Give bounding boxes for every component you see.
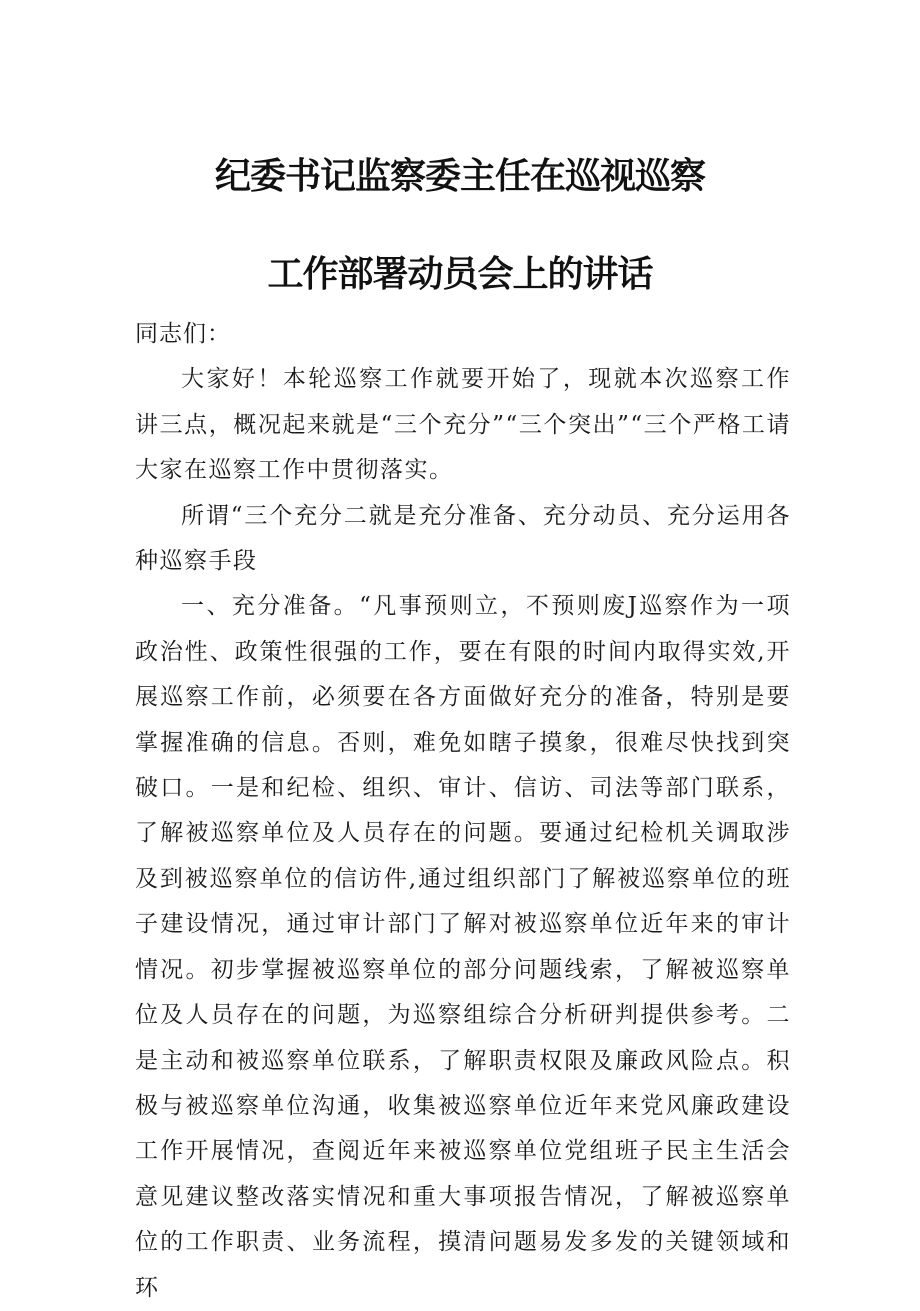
salutation: 同志们：	[135, 321, 231, 347]
paragraph-greeting: 大家好！本轮巡察工作就要开始了，现就本次巡察工作讲三点，概况起来就是“三个充分”“三个突出”“三个严格工请大家在巡察工作中贯彻落实。	[135, 366, 791, 484]
paragraph-full-preparation: 一、充分准备。“凡事预则立，不预则废J巡察作为一项政治性、政策性很强的工作，要在有限的时间内取得实效,开展巡察工作前，必须要在各方面做好充分的准备，特别是要掌握准确的信息。否则，难免如瞎子摸象，很难尽快找到突破口。一是和纪检、组织、审计、信访、司法等部门联系，了解被巡察单位及人员存在的问题。要通过纪检机关调取涉及到被巡察单位的信访件,通过组织部门了解被巡察单位的班子建设情况，通过审计部门了解对被巡察单位近年来的审计情况。初步掌握被巡察单位的部分问题线索，了解被巡察单位及人员存在的问题，为巡察组综合分析研判提供参考。二是主动和被巡察单位联系，了解职责权限及廉政风险点。积极与被巡察单位沟通，收集被巡察单位近年来党风廉政建设工作开展情况，查阅近年来被巡察单位党组班子民主生活会意见建议整改落实情况和重大事项报告情况，了解被巡察单位的工作职责、业务流程，摸清问题易发多发的关键领域和环	[135, 593, 791, 1301]
document-body	[135, 312, 791, 1311]
paragraph-three-full: 所谓“三个充分二就是充分准备、充分动员、充分运用各种巡察手段	[135, 502, 791, 575]
document-title-line-2: 工作部署动员会上的讲话	[267, 254, 653, 295]
document-title-line-1: 纪委书记监察委主任在巡视巡察	[214, 156, 705, 197]
